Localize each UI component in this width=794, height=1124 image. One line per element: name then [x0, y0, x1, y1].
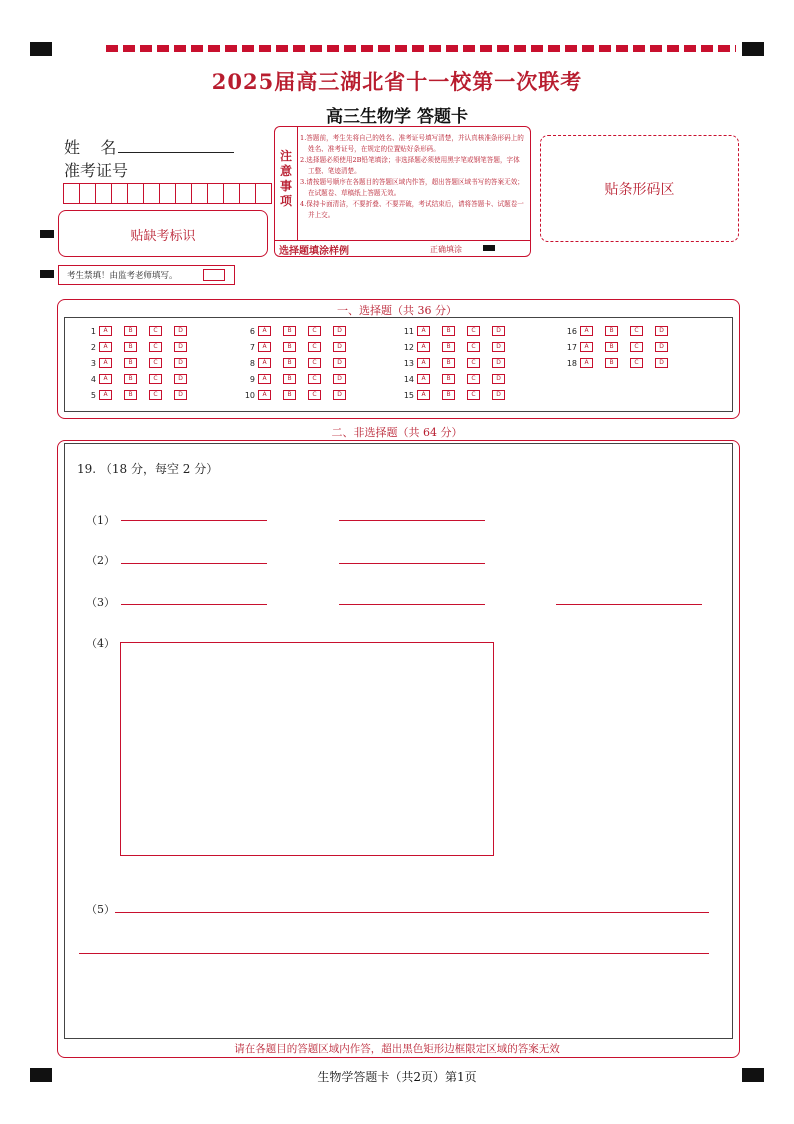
question-number: 11	[403, 326, 414, 336]
option-bubble[interactable]: D	[333, 358, 346, 368]
question-number: 13	[403, 358, 414, 368]
answer-line-2b[interactable]	[339, 563, 485, 564]
part-label: （3）	[86, 596, 115, 609]
absent-sticker-label: 贴缺考标识	[130, 229, 196, 244]
question-number: 7	[249, 342, 255, 352]
exam-title: 2025届高三湖北省十一校第一次联考	[211, 69, 583, 94]
option-bubble[interactable]: D	[492, 358, 505, 368]
option-bubble[interactable]: D	[655, 342, 668, 352]
correct-fill-sample	[483, 245, 495, 251]
answer-line-5a[interactable]	[115, 912, 709, 913]
option-bubble[interactable]: A	[417, 326, 430, 336]
note-item: 3.请按题号顺序在各题目的答题区域内作答，超出答题区域书写的答案无效；在试题卷、草稿纸上答题无效。	[300, 178, 524, 197]
sample-row	[275, 240, 530, 257]
option-bubble[interactable]: A	[580, 358, 593, 368]
option-bubble[interactable]: D	[333, 374, 346, 384]
question-number: 2	[90, 342, 96, 352]
option-bubble[interactable]: C	[630, 358, 643, 368]
nc-section-title: 二、非选择题（共 64 分）	[331, 426, 463, 439]
option-bubble[interactable]: B	[283, 374, 296, 384]
option-bubble[interactable]: B	[442, 358, 455, 368]
exam-id-label: 准考证号	[64, 161, 129, 180]
mc-question-row	[398, 374, 517, 384]
timing-mark	[40, 270, 54, 278]
mc-question-row	[398, 358, 517, 368]
option-bubble[interactable]: A	[99, 326, 112, 336]
option-bubble[interactable]: C	[308, 390, 321, 400]
option-bubble[interactable]: D	[492, 342, 505, 352]
mc-question-row	[561, 358, 680, 368]
mc-question-row	[80, 374, 199, 384]
registration-mark-top-left	[30, 42, 52, 56]
option-bubble[interactable]: D	[655, 326, 668, 336]
option-bubble[interactable]: A	[258, 390, 271, 400]
answer-line-1a[interactable]	[121, 520, 267, 521]
name-label: 姓 名	[64, 138, 117, 157]
question-number: 18	[566, 358, 577, 368]
option-bubble[interactable]: C	[630, 342, 643, 352]
option-bubble[interactable]: B	[124, 358, 137, 368]
option-bubble[interactable]: A	[258, 326, 271, 336]
sample-label: 选择题填涂样例	[279, 246, 349, 257]
question-number: 15	[403, 390, 414, 400]
option-bubble[interactable]: B	[605, 358, 618, 368]
option-bubble[interactable]: D	[174, 374, 187, 384]
question-number: 12	[403, 342, 414, 352]
registration-mark-top-right	[742, 42, 764, 56]
mc-question-row	[80, 342, 199, 352]
question-number: 6	[249, 326, 255, 336]
option-bubble[interactable]: B	[124, 374, 137, 384]
question-number: 4	[90, 374, 96, 384]
boundary-warning: 请在各题目的答题区域内作答，超出黑色矩形边框限定区域的答案无效	[234, 1043, 560, 1055]
option-bubble[interactable]: A	[258, 358, 271, 368]
note-item: 1.答题前，考生先将自己的姓名、准考证号填写清楚，并认真核准条形码上的姓名、准考证号，在规定的位置贴好条形码。	[300, 134, 524, 153]
answer-line-3b[interactable]	[339, 604, 485, 605]
option-bubble[interactable]: B	[283, 390, 296, 400]
option-bubble[interactable]: D	[174, 342, 187, 352]
question-number: 10	[244, 390, 255, 400]
option-bubble[interactable]: D	[655, 358, 668, 368]
option-bubble[interactable]: B	[283, 342, 296, 352]
absent-sticker-box	[58, 210, 268, 257]
option-bubble[interactable]: C	[149, 374, 162, 384]
option-bubble[interactable]: B	[442, 342, 455, 352]
question-number: 8	[249, 358, 255, 368]
mc-question-row	[239, 326, 358, 336]
option-bubble[interactable]: C	[467, 390, 480, 400]
exam-id-grid[interactable]	[63, 183, 272, 204]
option-bubble[interactable]: B	[283, 358, 296, 368]
option-bubble[interactable]: A	[99, 374, 112, 384]
barcode-area	[540, 135, 739, 242]
part-label: （1）	[86, 514, 115, 527]
answer-line-5b[interactable]	[79, 953, 709, 954]
top-dash-border	[106, 45, 736, 52]
note-item: 4.保持卡面清洁，不要折叠、不要弄破，考试结束后，请将答题卡、试题卷一并上交。	[300, 200, 524, 219]
option-bubble[interactable]: C	[308, 374, 321, 384]
mc-section-title: 一、选择题（共 36 分）	[337, 304, 457, 317]
barcode-label: 贴条形码区	[604, 182, 675, 198]
option-bubble[interactable]: D	[492, 374, 505, 384]
option-bubble[interactable]: A	[417, 358, 430, 368]
option-bubble[interactable]: B	[605, 342, 618, 352]
mc-question-row	[80, 358, 199, 368]
page-footer: 生物学答题卡（共2页）第1页	[317, 1070, 477, 1084]
option-bubble[interactable]: C	[467, 326, 480, 336]
notes-box	[274, 126, 531, 257]
option-bubble[interactable]: B	[442, 374, 455, 384]
question-number: 9	[249, 374, 255, 384]
option-bubble[interactable]: A	[99, 358, 112, 368]
option-bubble[interactable]: C	[308, 358, 321, 368]
question-number: 5	[90, 390, 96, 400]
option-bubble[interactable]: B	[605, 326, 618, 336]
option-bubble[interactable]: A	[99, 390, 112, 400]
mc-question-row	[398, 390, 517, 400]
part-label: （5）	[86, 903, 115, 916]
mc-question-row	[239, 342, 358, 352]
option-bubble[interactable]: C	[308, 342, 321, 352]
option-bubble[interactable]: B	[442, 326, 455, 336]
option-bubble[interactable]: D	[333, 342, 346, 352]
option-bubble[interactable]: A	[258, 374, 271, 384]
timing-mark	[40, 230, 54, 238]
notes-heading: 注 意 事 项	[279, 149, 292, 208]
mc-question-row	[239, 358, 358, 368]
option-bubble[interactable]: D	[492, 326, 505, 336]
part-label: （2）	[86, 554, 115, 567]
mc-question-row	[561, 342, 680, 352]
mc-question-row	[80, 326, 199, 336]
mc-question-row	[239, 374, 358, 384]
option-bubble[interactable]: A	[417, 374, 430, 384]
option-bubble[interactable]: A	[417, 390, 430, 400]
absent-note-text: 考生禁填！由监考老师填写。	[67, 271, 178, 281]
mc-question-row	[398, 326, 517, 336]
option-bubble[interactable]: D	[333, 326, 346, 336]
option-bubble[interactable]: C	[149, 342, 162, 352]
name-field[interactable]	[118, 152, 234, 153]
option-bubble[interactable]: B	[442, 390, 455, 400]
option-bubble[interactable]: C	[149, 326, 162, 336]
card-subtitle: 高三生物学 答题卡	[326, 107, 468, 127]
option-bubble[interactable]: B	[283, 326, 296, 336]
answer-line-3a[interactable]	[121, 604, 267, 605]
option-bubble[interactable]: C	[467, 358, 480, 368]
mc-question-row	[561, 326, 680, 336]
question-19-heading: 19. （18 分，每空 2 分）	[77, 462, 219, 476]
question-number: 3	[90, 358, 96, 368]
answer-line-2a[interactable]	[121, 563, 267, 564]
option-bubble[interactable]: C	[630, 326, 643, 336]
notes-list	[300, 133, 526, 221]
option-bubble[interactable]: A	[580, 326, 593, 336]
absent-checkbox[interactable]	[203, 269, 225, 281]
answer-line-3c[interactable]	[556, 604, 702, 605]
part-label: （4）	[86, 637, 115, 650]
option-bubble[interactable]: D	[333, 390, 346, 400]
answer-box-4[interactable]	[120, 642, 494, 856]
mc-question-row	[398, 342, 517, 352]
option-bubble[interactable]: C	[149, 358, 162, 368]
option-bubble[interactable]: A	[417, 342, 430, 352]
mc-question-row	[80, 390, 199, 400]
option-bubble[interactable]: D	[174, 326, 187, 336]
option-bubble[interactable]: D	[492, 390, 505, 400]
question-number: 16	[566, 326, 577, 336]
option-bubble[interactable]: D	[174, 390, 187, 400]
mc-question-row	[239, 390, 358, 400]
option-bubble[interactable]: C	[308, 326, 321, 336]
option-bubble[interactable]: C	[149, 390, 162, 400]
question-number: 1	[90, 326, 96, 336]
answer-line-1b[interactable]	[339, 520, 485, 521]
option-bubble[interactable]: B	[124, 390, 137, 400]
question-number: 14	[403, 374, 414, 384]
option-bubble[interactable]: C	[467, 342, 480, 352]
correct-fill-label: 正确填涂	[430, 245, 462, 254]
option-bubble[interactable]: A	[258, 342, 271, 352]
option-bubble[interactable]: D	[174, 358, 187, 368]
option-bubble[interactable]: A	[99, 342, 112, 352]
option-bubble[interactable]: B	[124, 326, 137, 336]
option-bubble[interactable]: B	[124, 342, 137, 352]
absent-note-box	[58, 265, 235, 285]
option-bubble[interactable]: C	[467, 374, 480, 384]
question-number: 17	[566, 342, 577, 352]
note-item: 2.选择题必须使用2B铅笔填涂；非选择题必须使用黑字笔或钢笔答题，字体工整、笔迹清楚。	[300, 156, 520, 175]
option-bubble[interactable]: A	[580, 342, 593, 352]
